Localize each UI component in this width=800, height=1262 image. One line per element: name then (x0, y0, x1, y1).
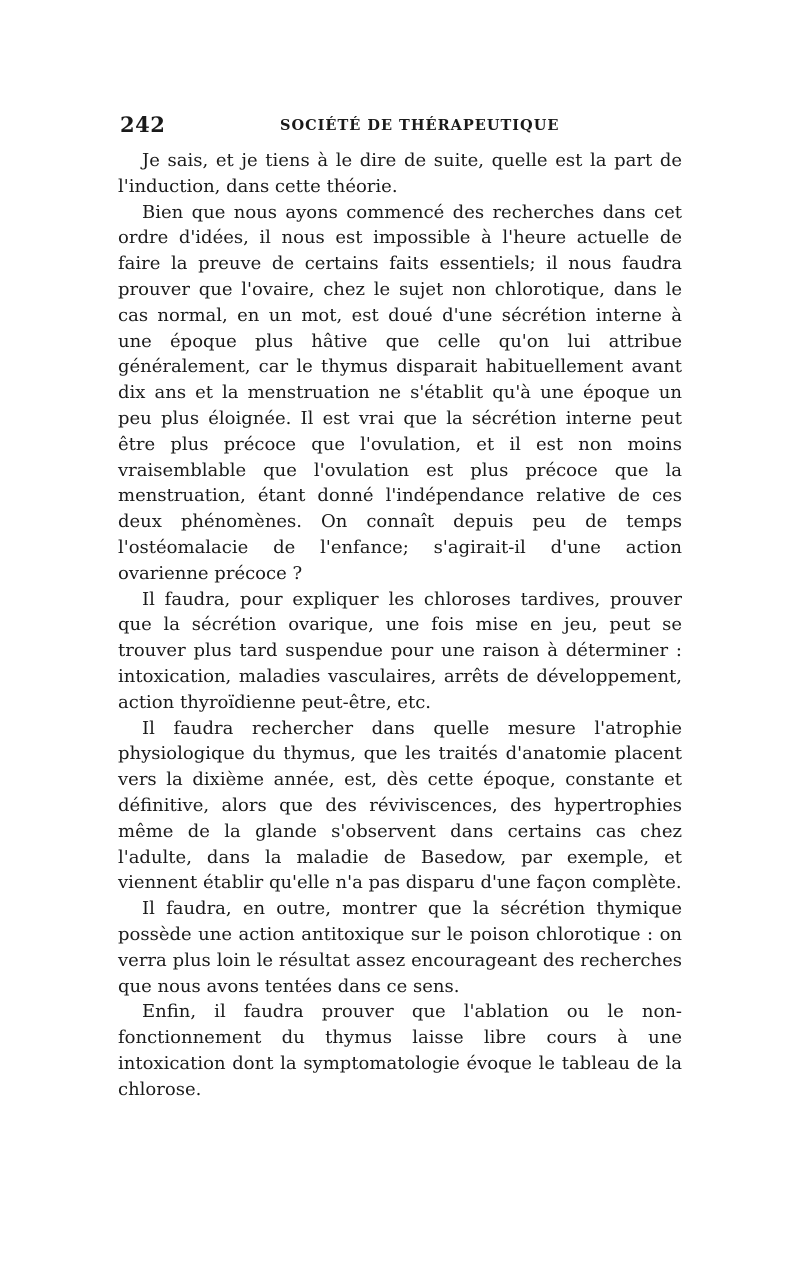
page-number: 242 (120, 112, 166, 137)
paragraph: Bien que nous ayons commencé des recherches dans cet ordre d'idées, il nous est impossible à l'heure actuelle de faire la preuve de certains faits essentiels; il nous faudra prouver que l'ovaire, chez le sujet non chlorotique, dans le cas normal, en un mot, est doué d'une sécrétion interne à une époque plus hâtive que celle qu'on lui attribue généralement, car le thymus disparait habituellement avant dix ans et la menstruation ne s'établit qu'à une époque un peu plus éloignée. Il est vrai que la sécrétion interne peut être plus précoce que l'ovulation, et il est non moins vraisemblable que l'ovulation est plus précoce que la menstruation, étant donné l'indépendance relative de ces deux phénomènes. On connaît depuis peu de temps l'ostéomalacie de l'enfance; s'agirait-il d'une action ovarienne précoce ? (118, 201, 682, 584)
paragraph: Il faudra, en outre, montrer que la sécrétion thymique possède une action antitoxique sur le poison chlorotique : on verra plus loin le résultat assez encourageant des recherches que nous avons tentées dans ce sens. (118, 898, 682, 997)
body-text (118, 148, 682, 1102)
paragraph: Il faudra rechercher dans quelle mesure l'atrophie physiologique du thymus, que les traités d'anatomie placent vers la dixième année, est, dès cette époque, constante et définitive, alors que des réviviscences, des hypertrophies même de la glande s'observent dans certains cas chez l'adulte, dans la maladie de Basedow, par exemple, et viennent établir qu'elle n'a pas disparu d'une façon complète. (118, 717, 682, 894)
running-title: SOCIÉTÉ DE THÉRAPEUTIQUE (280, 117, 560, 134)
page-header (120, 112, 680, 142)
paragraph: Je sais, et je tiens à le dire de suite, quelle est la part de l'induction, dans cette théorie. (118, 150, 682, 197)
paragraph: Enfin, il faudra prouver que l'ablation ou le non-fonctionnement du thymus laisse libre cours à une intoxication dont la symptomatologie évoque le tableau de la chlorose. (118, 1001, 682, 1100)
paragraph: Il faudra, pour expliquer les chloroses tardives, prouver que la sécrétion ovarique, une fois mise en jeu, peut se trouver plus tard suspendue pour une raison à déterminer : intoxication, maladies vasculaires, arrêts de développement, action thyroïdienne peut-être, etc. (118, 588, 682, 713)
